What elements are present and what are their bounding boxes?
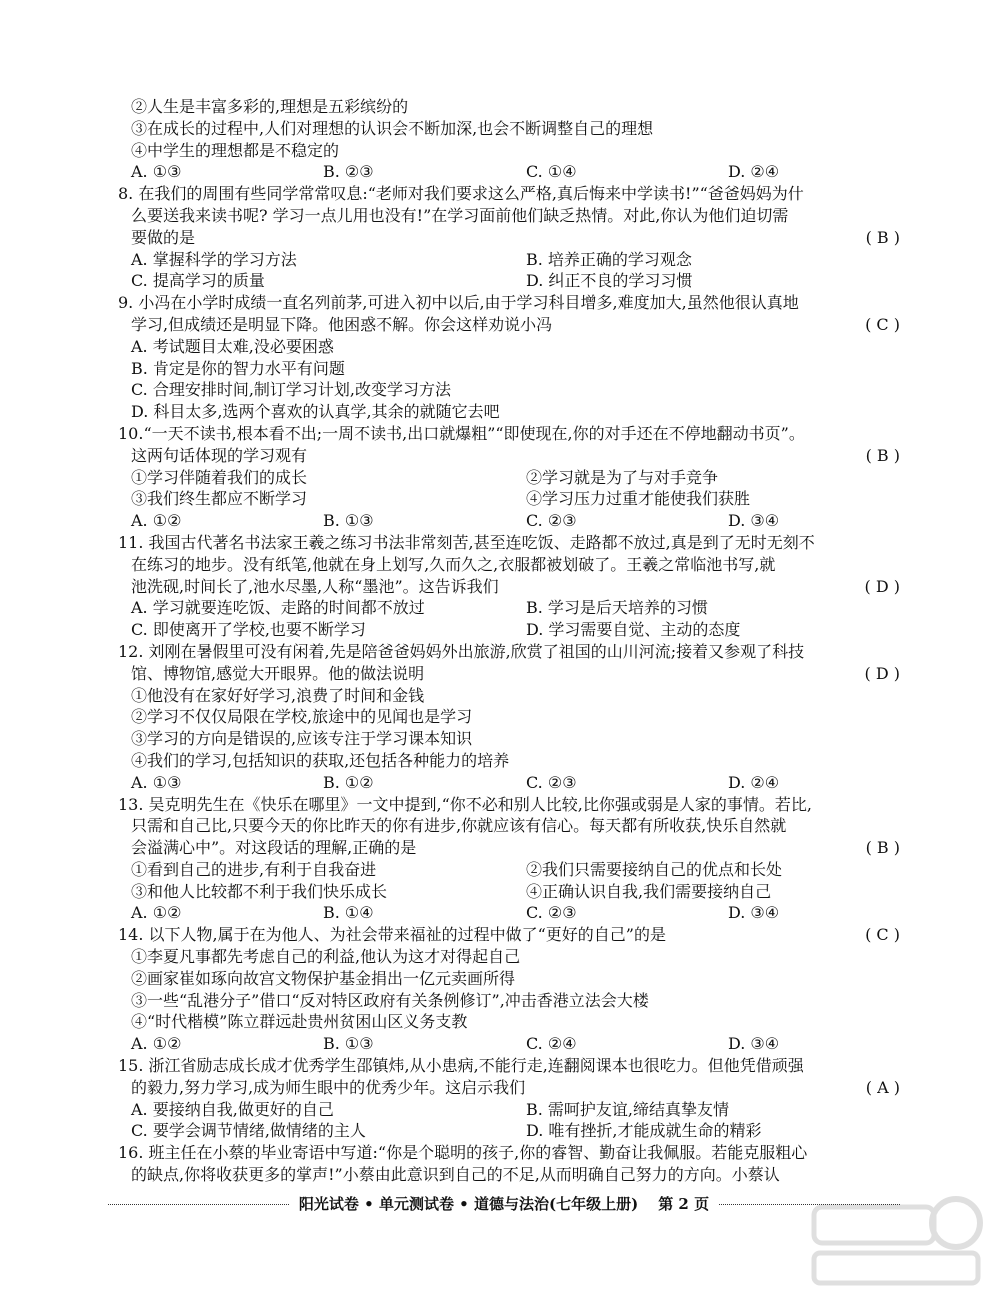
choice-option: C. ②③ [526, 511, 577, 531]
text-line [118, 1011, 902, 1033]
footer-title: 阳光试卷 • 单元测试卷 • 道德与法治(七年级上册) [298, 1194, 639, 1213]
text-line [118, 140, 902, 162]
question-stem [118, 794, 902, 816]
choice-row [118, 467, 902, 489]
choice-row [118, 772, 902, 794]
line-text: 池洗砚,时间长了,池水尽墨,人称“墨池”。这告诉我们 [131, 576, 499, 596]
text-line [118, 1077, 902, 1099]
choice-option: C. ②④ [526, 1034, 577, 1054]
choice-option: A. ①③ [131, 772, 182, 792]
choice-option: D. ③④ [728, 511, 780, 531]
answer-mark: ( C ) [865, 314, 900, 334]
choice-option: A. ①② [131, 1034, 182, 1054]
exam-page [118, 96, 902, 1186]
footer-rule-left [108, 1204, 289, 1205]
choice-option: ②我们只需要接纳自己的优点和长处 [526, 859, 783, 879]
choice-option: A. 掌握科学的学习方法 [131, 249, 297, 269]
choice-option: B. 需呵护友谊,缔结真挚友情 [526, 1099, 730, 1119]
line-text: ②学习不仅仅局限在学校,旅途中的见闻也是学习 [131, 707, 473, 727]
question-stem [118, 423, 902, 445]
choice-row [118, 1120, 902, 1142]
choice-option: C. 提高学习的质量 [131, 271, 265, 291]
text-line [118, 336, 902, 358]
choice-option: A. 要接纳自我,做更好的自己 [131, 1099, 334, 1119]
page-number: 第 2 页 [658, 1194, 710, 1213]
question-stem [118, 924, 902, 946]
line-text: ④我们的学习,包括知识的获取,还包括各种能力的培养 [131, 750, 510, 770]
choice-option: A. ①② [131, 903, 182, 923]
question-stem [118, 183, 902, 205]
text-line [118, 576, 902, 598]
choice-option: C. ②③ [526, 903, 577, 923]
choice-option: ④正确认识自我,我们需要接纳自己 [526, 881, 772, 901]
text-line [118, 1164, 902, 1186]
text-line [118, 990, 902, 1012]
choice-option: D. ②④ [728, 162, 780, 182]
line-text: 10.“一天不读书,根本看不出;一周不读书,出口就爆粗”“即使现在,你的对手还在不停地翻动书页”。 [118, 423, 805, 443]
choice-row [118, 161, 902, 183]
line-text: 13. 吴克明先生在《快乐在哪里》一文中提到,“你不必和别人比较,比你强或弱是人家的事情。若比, [118, 794, 812, 814]
choice-option: ②学习就是为了与对手竞争 [526, 467, 719, 487]
line-text: B. 肯定是你的智力水平有问题 [131, 358, 345, 378]
choice-row [118, 270, 902, 292]
text-line [118, 314, 902, 336]
choice-row [118, 1099, 902, 1121]
question-stem [118, 532, 902, 554]
text-line [118, 837, 902, 859]
choice-option: ③和他人比较都不利于我们快乐成长 [131, 881, 388, 901]
line-text: 会溢满心中”。对这段话的理解,正确的是 [131, 838, 417, 858]
choice-option: ①看到自己的进步,有利于自我奋进 [131, 859, 377, 879]
page-footer [108, 1192, 900, 1214]
text-line [118, 358, 902, 380]
line-text: 只需和自己比,只要今天的你比昨天的你有进步,你就应该有信心。每天都有所收获,快乐自然就 [131, 816, 787, 836]
line-text: 8. 在我们的周围有些同学常常叹息:“老师对我们要求这么严格,真后悔来中学读书!”“爸爸妈妈为什 [118, 184, 804, 204]
choice-option: ①学习伴随着我们的成长 [131, 467, 308, 487]
answer-mark: ( B ) [865, 445, 900, 465]
text-line [118, 96, 902, 118]
text-line [118, 728, 902, 750]
line-text: 要做的是 [131, 227, 196, 247]
choice-option: B. ①③ [323, 511, 374, 531]
text-line [118, 205, 902, 227]
line-text: D. 科目太多,选两个喜欢的认真学,其余的就随它去吧 [131, 402, 500, 422]
line-text: 的毅力,努力学习,成为师生眼中的优秀少年。这启示我们 [131, 1077, 526, 1097]
line-text: ①他没有在家好好学习,浪费了时间和金钱 [131, 685, 425, 705]
line-text: 12. 刘刚在暑假里可没有闲着,先是陪爸爸妈妈外出旅游,欣赏了祖国的山川河流;接着又参观了科技 [118, 641, 805, 661]
question-stem [118, 641, 902, 663]
question-stem [118, 1142, 902, 1164]
choice-row [118, 249, 902, 271]
choice-row [118, 488, 902, 510]
choice-option: D. ③④ [728, 903, 780, 923]
text-line [118, 815, 902, 837]
line-text: ①李夏凡事都先考虑自己的利益,他认为这才对得起自己 [131, 947, 521, 967]
line-text: ③在成长的过程中,人们对理想的认识会不断加深,也会不断调整自己的理想 [131, 118, 654, 138]
choice-option: C. ②③ [526, 772, 577, 792]
text-line [118, 685, 902, 707]
line-text: ②画家崔如琢向故宫文物保护基金捐出一亿元卖画所得 [131, 968, 516, 988]
choice-option: B. ①④ [323, 903, 374, 923]
choice-option: ④学习压力过重才能使我们获胜 [526, 489, 751, 509]
line-text: 馆、博物馆,感觉大开眼界。他的做法说明 [131, 663, 425, 683]
choice-option: A. ①③ [131, 162, 182, 182]
text-line [118, 968, 902, 990]
question-stem [118, 292, 902, 314]
line-text: ④中学生的理想都是不稳定的 [131, 140, 340, 160]
choice-row [118, 619, 902, 641]
answer-mark: ( C ) [865, 925, 900, 945]
choice-option: D. 学习需要自觉、主动的态度 [526, 620, 741, 640]
choice-option: ③我们终生都应不断学习 [131, 489, 308, 509]
answer-mark: ( B ) [865, 227, 900, 247]
choice-row [118, 510, 902, 532]
line-text: 15. 浙江省励志成长成才优秀学生邵镇炜,从小患病,不能行走,连翻阅课本也很吃力。但他凭借顽强 [118, 1056, 804, 1076]
choice-option: B. 学习是后天培养的习惯 [526, 598, 708, 618]
choice-option: D. 唯有挫折,才能成就生命的精彩 [526, 1121, 762, 1141]
line-text: 的缺点,你将收获更多的掌声!”小蔡由此意识到自己的不足,从而明确自己努力的方向。小蔡认 [131, 1165, 780, 1185]
line-text: ④“时代楷模”陈立群远赴贵州贫困山区义务支教 [131, 1012, 468, 1032]
line-text: 这两句话体现的学习观有 [131, 445, 308, 465]
text-line [118, 401, 902, 423]
text-line [118, 554, 902, 576]
choice-option: D. ②④ [728, 772, 780, 792]
line-text: 么要送我来读书呢? 学习一点儿用也没有!”在学习面前他们缺乏热情。对此,你认为他们迫切需 [131, 205, 789, 225]
line-text: ②人生是丰富多彩的,理想是五彩缤纷的 [131, 97, 409, 116]
line-text: ③学习的方向是错误的,应该专注于学习课本知识 [131, 729, 473, 749]
choice-option: C. 要学会调节情绪,做情绪的主人 [131, 1121, 366, 1141]
choice-option: C. ①④ [526, 162, 577, 182]
choice-option: D. 纠正不良的学习习惯 [526, 271, 693, 291]
choice-option: B. ①③ [323, 1034, 374, 1054]
line-text: C. 合理安排时间,制订学习计划,改变学习方法 [131, 380, 452, 400]
line-text: 在练习的地步。没有纸笔,他就在身上划写,久而久之,衣服都被划破了。王羲之常临池书写,就 [131, 554, 776, 574]
text-line [118, 750, 902, 772]
text-line [118, 118, 902, 140]
question-stem [118, 1055, 902, 1077]
line-text: 14. 以下人物,属于在为他人、为社会带来福祉的过程中做了“更好的自己”的是 [118, 925, 666, 945]
choice-option: C. 即使离开了学校,也要不断学习 [131, 620, 366, 640]
line-text: 学习,但成绩还是明显下降。他困惑不解。你会这样劝说小冯 [131, 314, 553, 334]
choice-option: A. 学习就要连吃饭、走路的时间都不放过 [131, 598, 425, 618]
choice-option: D. ③④ [728, 1034, 780, 1054]
choice-row [118, 1033, 902, 1055]
choice-option: A. ①② [131, 511, 182, 531]
choice-row [118, 597, 902, 619]
text-line [118, 663, 902, 685]
choice-option: B. ①② [323, 772, 374, 792]
choice-option: B. ②③ [323, 162, 374, 182]
line-text: 11. 我国古代著名书法家王羲之练习书法非常刻苦,甚至连吃饭、走路都不放过,真是到了无时无刻不 [118, 532, 815, 552]
choice-option: B. 培养正确的学习观念 [526, 249, 692, 269]
choice-row [118, 902, 902, 924]
choice-row [118, 881, 902, 903]
text-line [118, 445, 902, 467]
answer-mark: ( D ) [864, 663, 900, 683]
text-line [118, 706, 902, 728]
line-text: A. 考试题目太难,没必要困惑 [131, 336, 334, 356]
answer-mark: ( D ) [864, 576, 900, 596]
text-line [118, 227, 902, 249]
answer-mark: ( A ) [865, 1077, 900, 1097]
choice-row [118, 859, 902, 881]
answer-mark: ( B ) [865, 838, 900, 858]
text-line [118, 379, 902, 401]
watermark-logo [806, 1193, 986, 1289]
line-text: 9. 小冯在小学时成绩一直名列前茅,可进入初中以后,由于学习科目增多,难度加大,虽然他很认真地 [118, 293, 799, 313]
line-text: 16. 班主任在小蔡的毕业寄语中写道:“你是个聪明的孩子,你的睿智、勤奋让我佩服。若能克服粗心 [118, 1143, 808, 1163]
text-line [118, 946, 902, 968]
line-text: ③一些“乱港分子”借口“反对特区政府有关条例修订”,冲击香港立法会大楼 [131, 990, 649, 1010]
